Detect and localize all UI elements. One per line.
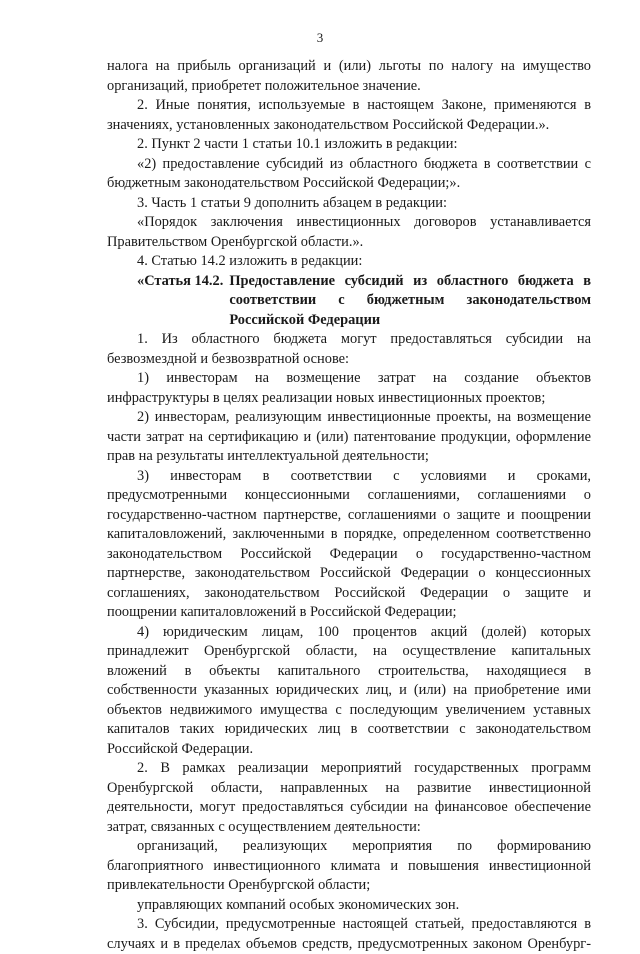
paragraph: 3. Субсидии, предусмотренные настоящей статьей, предоставляются в случаях и в пределах объемов средств, предусмотренных законом Оренбург-	[107, 916, 591, 952]
paragraph: 3) инвесторам в соответствии с условиями и сроками, предусмотренными концессионными соглашениями, соглашениями о государственно-частном партнерстве, соглашениями о защите и поощрении капиталовложений, заключенными в порядке, определенном соответственно законодательством Российской Федерации о государственно-частном партнерстве, законодательством Российской Федерации о концессионных соглашениях, законодательством Российской Федерации о защите и поощрении капиталовложений в Российской Федерации;	[107, 467, 591, 620]
paragraph: управляющих компаний особых экономических зон.	[137, 896, 460, 913]
paragraph: 2. Иные понятия, используемые в настоящем Законе, применяются в значениях, установленных законодательством Российской Федерации.».	[107, 97, 591, 133]
paragraph: 4. Статью 14.2 изложить в редакции:	[137, 253, 363, 269]
document-body	[107, 57, 591, 954]
paragraph: 3. Часть 1 статьи 9 дополнить абзацем в редакции:	[137, 194, 447, 211]
article-title: Предоставление субсидий из областного бюджета в соответствии с бюджетным законодательством Российской Федерации	[229, 272, 591, 328]
article-number: «Статья 14.2.	[137, 272, 224, 289]
paragraph: 4) юридическим лицам, 100 процентов акций (долей) которых принадлежит Оренбургской области, на осуществление капитальных вложений в объекты капитального строительства, находящиеся в собственности указанных юридических лиц, и (или) на приобретение ими объектов недвижимого имущества с последующим увеличением уставных капиталов таких юридических лиц в соответствии с законодательством Российской Федерации.	[107, 623, 591, 757]
paragraph: «2) предоставление субсидий из областного бюджета в соответствии с бюджетным законодательством Российской Федерации;».	[107, 155, 591, 191]
paragraph: 2) инвесторам, реализующим инвестиционные проекты, на возмещение части затрат на сертификацию и (или) патентование продукции, оформление прав на результаты интеллектуальной деятельности;	[107, 409, 591, 464]
paragraph: «Порядок заключения инвестиционных договоров устанавливается Правительством Оренбургской области.».	[107, 214, 591, 250]
paragraph: 2. Пункт 2 части 1 статьи 10.1 изложить в редакции:	[137, 136, 458, 152]
paragraph: 1) инвесторам на возмещение затрат на создание объектов инфраструктуры в целях реализации новых инвестиционных проектов;	[107, 370, 591, 406]
paragraph: налога на прибыль организаций и (или) льготы по налогу на имущество организаций, приобретет положительное значение.	[107, 58, 591, 94]
paragraph: организаций, реализующих мероприятия по формированию благоприятного инвестиционного климата и повышения инвестиционной привлекательности Оренбургской области;	[107, 838, 591, 893]
page-number: 3	[316, 30, 324, 45]
paragraph: 1. Из областного бюджета могут предоставляться субсидии на безвозмездной и безвозвратной основе:	[107, 331, 591, 367]
paragraph: 2. В рамках реализации мероприятий государственных программ Оренбургской области, направленных на развитие инвестиционной деятельности, могут предоставляться субсидии на финансовое обеспечение затрат, связанных с осуществлением деятельности:	[107, 760, 591, 835]
article-heading	[107, 272, 591, 331]
